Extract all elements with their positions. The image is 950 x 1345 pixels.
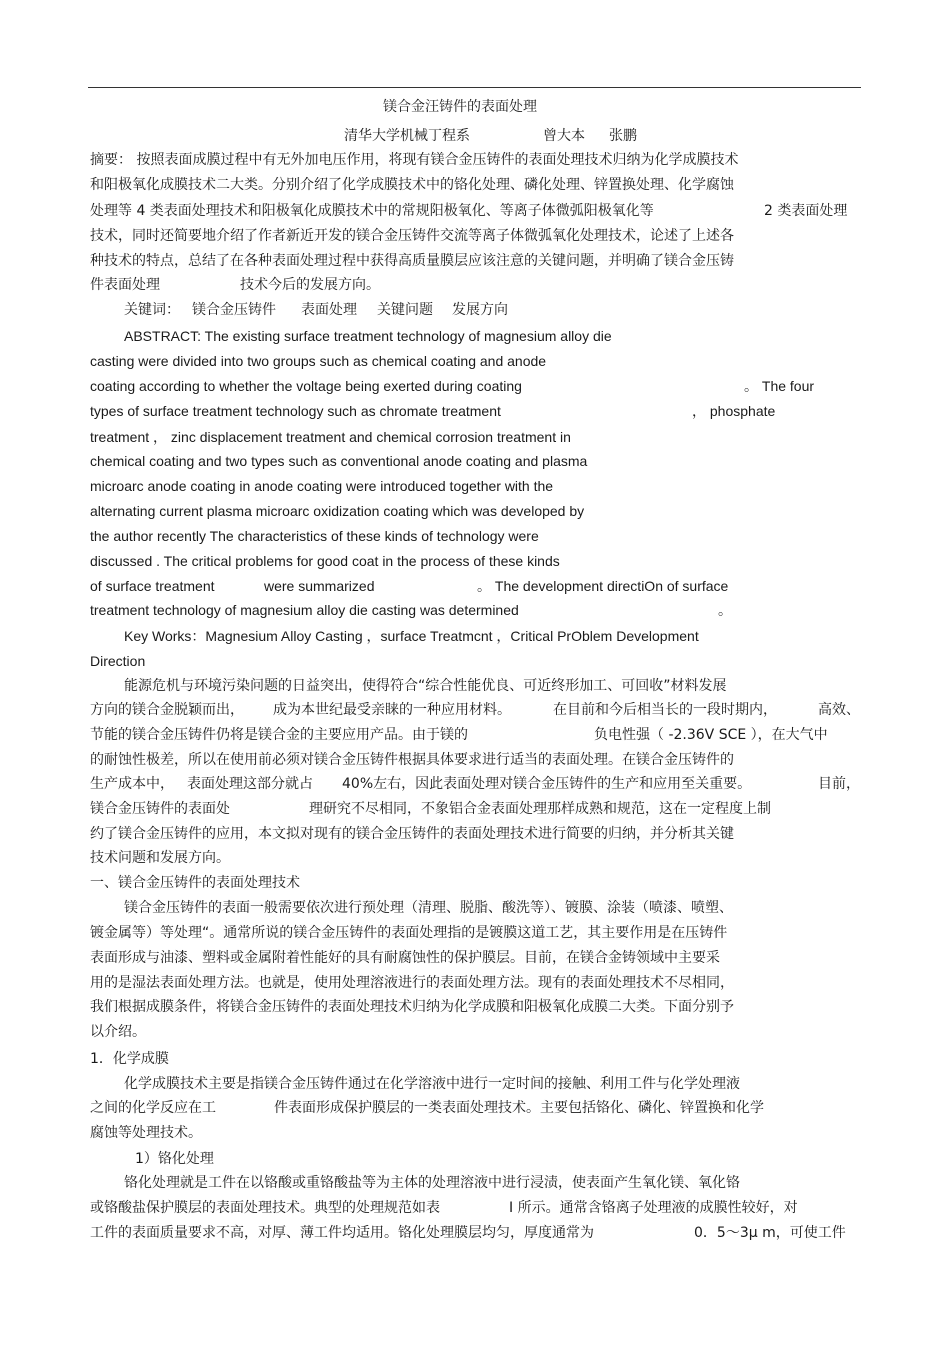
abstract-en-line: chemical coating and two types such as conventional anode coating and plasma <box>90 453 588 469</box>
section-line: 我们根据成膜条件，将镁合金压铸件的表面处理技术归纳为化学成膜和阳极氧化成膜二大类。下面分别予 <box>90 999 734 1015</box>
subsection-line: 腐蚀等处理技术。 <box>90 1125 202 1141</box>
section-heading: 一、镁合金压铸件的表面处理技术 <box>90 875 300 891</box>
page-title: 镁合金汪铸件的表面处理 <box>383 99 537 115</box>
abstract-cn-line: 2 类表面处理 <box>764 203 848 219</box>
subsection-line: 之间的化学反应在工 <box>90 1100 216 1116</box>
subsubsection-heading: 1）铬化处理 <box>135 1151 214 1167</box>
abstract-cn-line: 种技术的特点，总结了在各种表面处理过程中获得高质量膜层应该注意的关键问题，并明确了镁合金压铸 <box>90 253 734 269</box>
subsubsection-line: 或铬酸盐保护膜层的表面处理技术。典型的处理规范如表 <box>90 1200 440 1216</box>
header-rule <box>88 87 861 88</box>
subsection-line: 化学成膜技术主要是指镁合金压铸件通过在化学溶液中进行一定时间的接触、利用工件与化学处理液 <box>124 1076 740 1092</box>
abstract-cn-line: 摘要： 按照表面成膜过程中有无外加电压作用，将现有镁合金压铸件的表面处理技术归纳为化学成膜技术 <box>90 152 739 168</box>
abstract-en-line: were summarized <box>264 578 375 594</box>
abstract-en-line: alternating current plasma microarc oxidization coating which was developed by <box>90 503 585 519</box>
abstract-en-line: coating according to whether the voltage being exerted during coating <box>90 378 522 394</box>
abstract-en-line: 。 The four <box>744 378 815 394</box>
author-name: 张鹏 <box>609 128 637 144</box>
intro-line: 技术问题和发展方向。 <box>90 850 230 866</box>
affiliation: 清华大学机械丁程系 <box>344 128 470 144</box>
intro-line: 镁合金压铸件的表面处 <box>90 801 230 817</box>
abstract-en-line: microarc anode coating in anode coating were introduced together with the <box>90 478 554 494</box>
keyword-cn: 关键问题 <box>377 302 433 318</box>
section-line: 镁合金压铸件的表面一般需要依次进行预处理（清理、脱脂、酸洗等）、镀膜、涂装（喷漆、喷塑、 <box>124 900 733 916</box>
subsubsection-line: I 所示。通常含铬离子处理液的成膜性较好，对 <box>509 1200 798 1216</box>
intro-line: 40%左右，因此表面处理对镁合金压铸件的生产和应用至关重要。 <box>342 776 752 792</box>
subsubsection-line: 0．5～3μ m，可使工件 <box>694 1225 846 1241</box>
intro-line: 的耐蚀性极差，所以在使用前必须对镁合金压铸件根据具体要求进行适当的表面处理。在镁合金压铸件的 <box>90 752 734 768</box>
subsection-line: 件表面形成保护膜层的一类表面处理技术。主要包括铬化、磷化、锌置换和化学 <box>274 1100 764 1116</box>
abstract-cn-line: 技术今后的发展方向。 <box>240 277 380 293</box>
abstract-en-line: the author recently The characteristics of these kinds of technology were <box>90 528 539 544</box>
keywords-cn-label: 关键词： <box>124 302 180 318</box>
abstract-cn-line: 技术，同时还简要地介绍了作者新近开发的镁合金压铸件交流等离子体微弧氧化处理技术，论述了上述各 <box>90 228 734 244</box>
abstract-en-line: treatment technology of magnesium alloy die casting was determined <box>90 602 519 618</box>
abstract-en-line: 。 The development directiOn of surface <box>477 578 729 594</box>
abstract-en-line: casting were divided into two groups such as chemical coating and anode <box>90 353 547 369</box>
subsubsection-line: 铬化处理就是工件在以铬酸或重铬酸盐等为主体的处理溶液中进行浸渍，使表面产生氧化镁、氧化铬 <box>124 1175 740 1191</box>
abstract-en-line: of surface treatment <box>90 578 215 594</box>
section-line: 以介绍。 <box>90 1024 146 1040</box>
intro-line: 表面处理这部分就占 <box>187 776 313 792</box>
abstract-en-line: discussed . The critical problems for good coat in the process of these kinds <box>90 553 560 569</box>
intro-line: 约了镁合金压铸件的应用，本文拟对现有的镁合金压铸件的表面处理技术进行简要的归纳，并分析其关键 <box>90 826 734 842</box>
section-line: 表面形成与油漆、塑料或金属附着性能好的具有耐腐蚀性的保护膜层。目前，在镁合金铸领域中主要采 <box>90 950 720 966</box>
intro-line: 目前， <box>818 776 860 792</box>
keywords-en-line: Direction <box>90 653 146 669</box>
keywords-en-line: Key Works：Magnesium Alloy Casting ，surface Treatmcnt ，Critical PrOblem Development <box>124 628 699 644</box>
keyword-cn: 镁合金压铸件 <box>192 302 276 318</box>
section-line: 用的是湿法表面处理方法。也就是，使用处理溶液进行的表面处理方法。现有的表面处理技术不尽相同， <box>90 975 734 991</box>
abstract-en-line: treatment ， zinc displacement treatment and chemical corrosion treatment in <box>90 429 571 445</box>
intro-line: 理研究不尽相同，不象铝合金表面处理那样成熟和规范，这在一定程度上制 <box>309 801 771 817</box>
intro-line: 高效、 <box>818 702 860 718</box>
abstract-cn-line: 处理等 4 类表面处理技术和阳极氧化成膜技术中的常规阳极氧化、等离子体微弧阳极氧化等 <box>90 203 654 219</box>
subsection-heading: 1．化学成膜 <box>90 1051 169 1067</box>
intro-line: 在目前和今后相当长的一段时期内， <box>553 702 777 718</box>
author-name: 曾大本 <box>543 128 585 144</box>
intro-line: 能源危机与环境污染问题的日益突出，使得符合“综合性能优良、可近终形加工、可回收”材料发展 <box>124 678 727 694</box>
keyword-cn: 表面处理 <box>301 302 357 318</box>
keyword-cn: 发展方向 <box>452 302 508 318</box>
abstract-cn-line: 件表面处理 <box>90 277 160 293</box>
intro-line: 负电性强（ -2.36V SCE ），在大气中 <box>594 727 828 743</box>
intro-line: 生产成本中， <box>90 776 174 792</box>
section-line: 镀金属等）等处理“。通常所说的镁合金压铸件的表面处理指的是镀膜这道工艺，其主要作用是在压铸件 <box>90 925 728 941</box>
abstract-en-line: 。 <box>718 602 732 618</box>
intro-line: 方向的镁合金脱颖而出， <box>90 702 244 718</box>
abstract-cn-line: 和阳极氧化成膜技术二大类。分别介绍了化学成膜技术中的铬化处理、磷化处理、锌置换处理、化学腐蚀 <box>90 177 734 193</box>
abstract-en-line: ， phosphate <box>692 403 776 419</box>
intro-line: 节能的镁合金压铸件仍将是镁合金的主要应用产品。由于镁的 <box>90 727 468 743</box>
abstract-en-line: ABSTRACT: The existing surface treatment technology of magnesium alloy die <box>124 328 612 344</box>
abstract-en-line: types of surface treatment technology such as chromate treatment <box>90 403 501 419</box>
intro-line: 成为本世纪最受亲睐的一种应用材料。 <box>273 702 511 718</box>
subsubsection-line: 工件的表面质量要求不高，对厚、薄工件均适用。铬化处理膜层均匀，厚度通常为 <box>90 1225 594 1241</box>
